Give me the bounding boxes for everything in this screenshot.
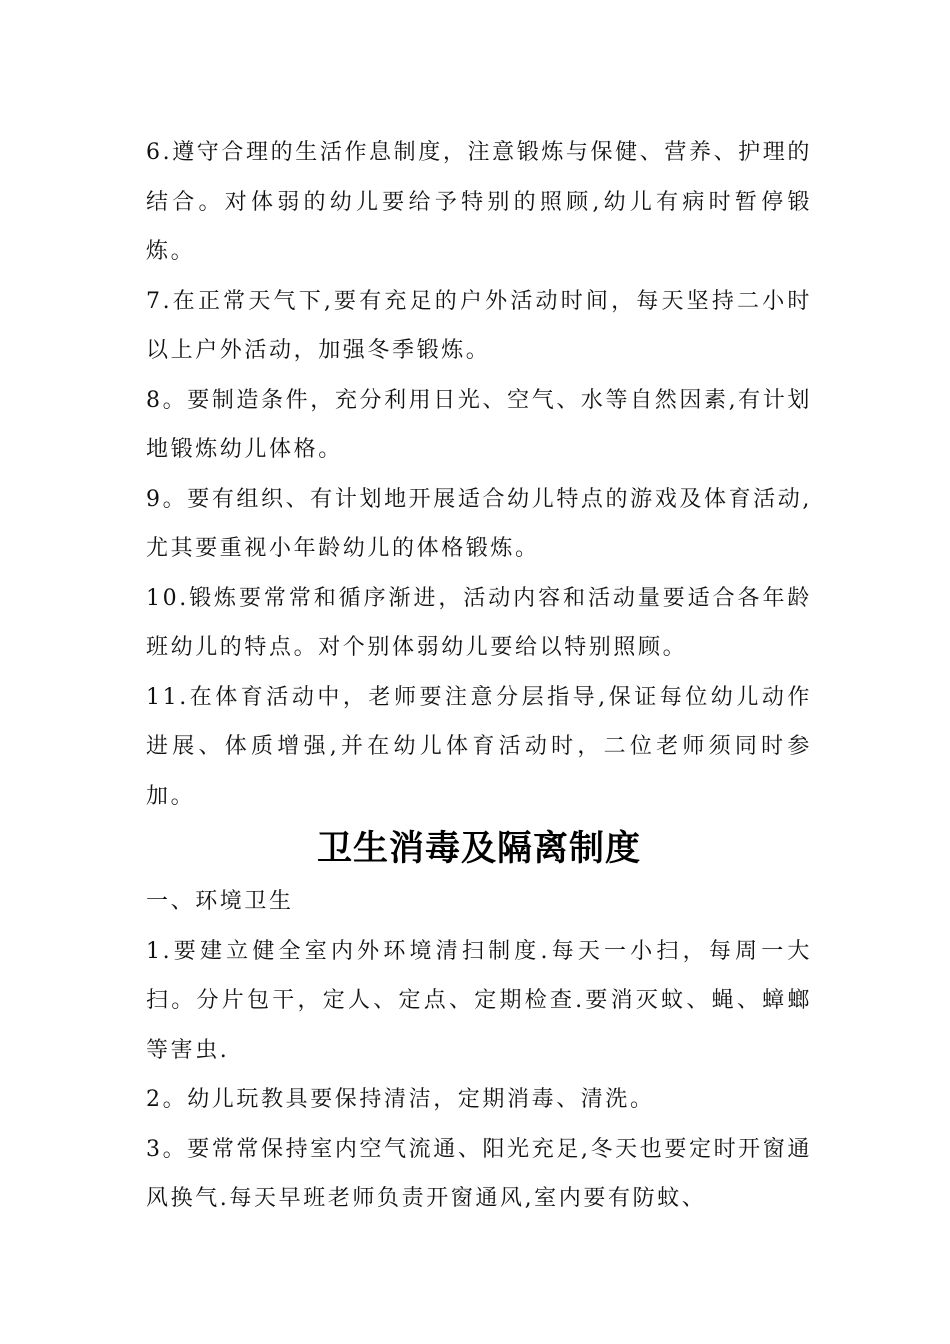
- paragraph-rule-11: 11.在体育活动中，老师要注意分层指导,保证每位幼儿动作进展、体质增强,并在幼儿体育活动时，二位老师须同时参加。: [146, 684, 812, 809]
- paragraph-rule-6: 6.遵守合理的生活作息制度，注意锻炼与保健、营养、护理的结合。对体弱的幼儿要给予特别的照顾,幼儿有病时暂停锻炼。: [146, 140, 812, 264]
- paragraph-rule-8: 8。要制造条件，充分利用日光、空气、水等自然因素,有计划地锻炼幼儿体格。: [146, 387, 812, 462]
- section-title: 卫生消毒及隔离制度: [316, 829, 641, 869]
- paragraph-hygiene-3: 3。要常常保持室内空气流通、阳光充足,冬天也要定时开窗通风换气.每天早班老师负责开窗通风,室内要有防蚊、: [146, 1136, 812, 1211]
- paragraph-hygiene-2: 2。幼儿玩教具要保持清洁，定期消毒、清洗。: [146, 1087, 655, 1112]
- paragraph-rule-7: 7.在正常天气下,要有充足的户外活动时间，每天坚持二小时以上户外活动，加强冬季锻炼。: [146, 288, 812, 363]
- section-subheading: 一、环境卫生: [146, 889, 294, 914]
- paragraph-rule-9: 9。要有组织、有计划地开展适合幼儿特点的游戏及体育活动,尤其要重视小年龄幼儿的体格锻炼。: [146, 486, 812, 561]
- paragraph-rule-10: 10.锻炼要常常和循序渐进，活动内容和活动量要适合各年龄班幼儿的特点。对个别体弱幼儿要给以特别照顾。: [146, 585, 812, 660]
- paragraph-hygiene-1: 1.要建立健全室内外环境清扫制度.每天一小扫，每周一大扫。分片包干，定人、定点、定期检查.要消灭蚊、蝇、蟑螂等害虫.: [146, 938, 812, 1063]
- document-page: [146, 128, 812, 1224]
